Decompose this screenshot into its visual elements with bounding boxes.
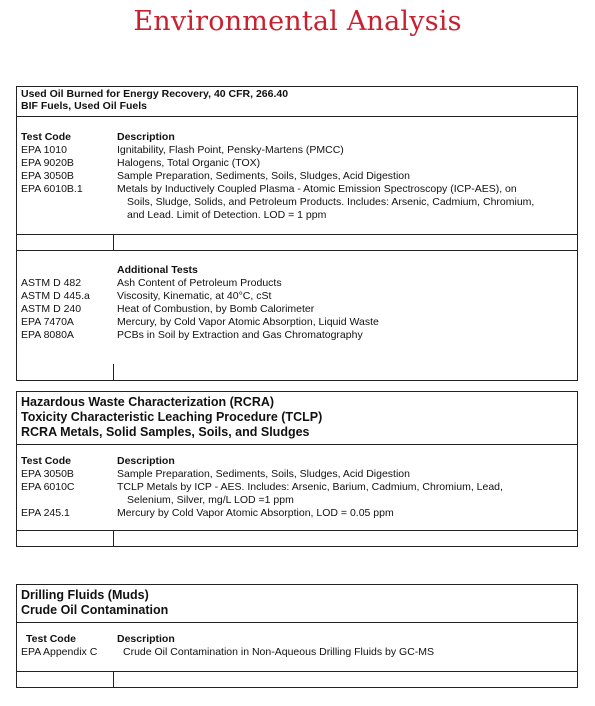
test-description-cont: Soils, Sludge, Solids, and Petroleum Products. Includes: Arsenic, Cadmium, Chromium, [127, 196, 535, 208]
column-header-description: Description [117, 131, 175, 143]
divider [17, 622, 577, 623]
test-description: Metals by Inductively Coupled Plasma - Atomic Emission Spectroscopy (ICP-AES), on [117, 183, 517, 195]
section-header: Hazardous Waste Characterization (RCRA) [21, 395, 275, 409]
section-hazardous-waste [16, 391, 578, 547]
test-code: EPA 6010B.1 [21, 183, 83, 195]
section-subheader: Crude Oil Contamination [21, 603, 169, 617]
section-subheader: BIF Fuels, Used Oil Fuels [21, 100, 148, 112]
test-code: EPA 3050B [21, 170, 74, 182]
column-header-test-code: Test Code [26, 633, 76, 645]
test-description: Viscosity, Kinematic, at 40°C, cSt [117, 290, 272, 302]
column-divider [113, 364, 114, 381]
test-code: EPA 3050B [21, 468, 74, 480]
test-description: PCBs in Soil by Extraction and Gas Chromatography [117, 329, 363, 341]
column-divider [113, 671, 114, 688]
section-drilling-fluids [16, 584, 578, 688]
column-divider [113, 234, 114, 250]
column-header-description: Description [117, 455, 175, 467]
test-description: Halogens, Total Organic (TOX) [117, 157, 261, 169]
divider [17, 671, 577, 672]
test-description: Ash Content of Petroleum Products [117, 277, 282, 289]
column-header-test-code: Test Code [21, 131, 71, 143]
additional-tests-label: Additional Tests [117, 264, 198, 276]
divider [17, 530, 577, 531]
test-code: EPA Appendix C [21, 646, 98, 658]
test-description-cont: Selenium, Silver, mg/L LOD =1 ppm [127, 494, 294, 506]
test-description: Heat of Combustion, by Bomb Calorimeter [117, 303, 315, 315]
test-code: EPA 6010C [21, 481, 75, 493]
section-header: Drilling Fluids (Muds) [21, 588, 149, 602]
test-code: EPA 8080A [21, 329, 74, 341]
test-description: TCLP Metals by ICP - AES. Includes: Arsenic, Barium, Cadmium, Chromium, Lead, [117, 481, 503, 493]
column-header-description: Description [117, 633, 175, 645]
test-code: EPA 245.1 [21, 507, 70, 519]
divider [17, 234, 577, 235]
section-subheader: RCRA Metals, Solid Samples, Soils, and Sludges [21, 425, 310, 439]
test-code: EPA 9020B [21, 157, 74, 169]
test-description: Mercury, by Cold Vapor Atomic Absorption, Liquid Waste [117, 316, 379, 328]
page-title: Environmental Analysis [133, 6, 462, 37]
section-subheader: Toxicity Characteristic Leaching Procedure (TCLP) [21, 410, 323, 424]
test-description: Crude Oil Contamination in Non-Aqueous Drilling Fluids by GC-MS [123, 646, 435, 658]
column-header-test-code: Test Code [21, 455, 71, 467]
test-code: EPA 7470A [21, 316, 74, 328]
divider [17, 444, 577, 445]
test-description: Ignitability, Flash Point, Pensky-Martens (PMCC) [117, 144, 344, 156]
test-code: ASTM D 240 [21, 303, 82, 315]
section-header: Used Oil Burned for Energy Recovery, 40 CFR, 266.40 [21, 88, 289, 100]
test-description-cont: and Lead. Limit of Detection. LOD = 1 ppm [127, 209, 327, 221]
test-description: Sample Preparation, Sediments, Soils, Sludges, Acid Digestion [117, 170, 410, 182]
test-description: Mercury by Cold Vapor Atomic Absorption, LOD = 0.05 ppm [117, 507, 394, 519]
column-divider [113, 530, 114, 547]
test-code: ASTM D 445.a [21, 290, 90, 302]
divider [17, 116, 577, 117]
test-code: EPA 1010 [21, 144, 67, 156]
test-code: ASTM D 482 [21, 277, 82, 289]
section-used-oil [16, 86, 578, 381]
test-description: Sample Preparation, Sediments, Soils, Sludges, Acid Digestion [117, 468, 410, 480]
divider [17, 250, 577, 251]
